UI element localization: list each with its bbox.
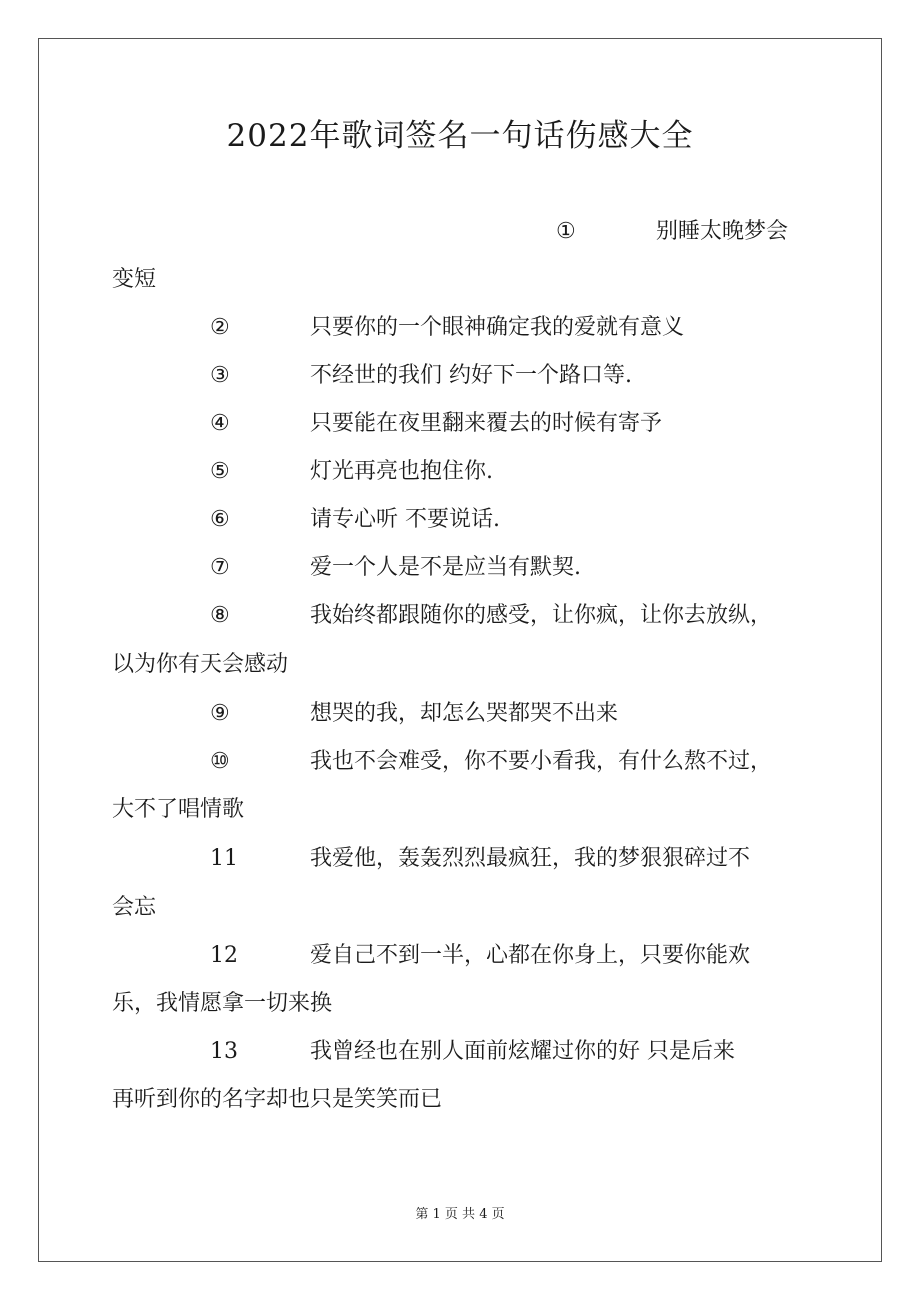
item-text: 我爱他，轰轰烈烈最疯狂，我的梦狠狠碎过不	[310, 846, 751, 871]
item-text: 灯光再亮也抱住你.	[310, 459, 493, 484]
item-text: 想哭的我，却怎么哭都哭不出来	[310, 701, 619, 726]
item-number: 11	[210, 846, 238, 871]
item-number: ⑤	[210, 459, 230, 484]
item-text: 不经世的我们 约好下一个路口等.	[310, 363, 632, 388]
item-text: 请专心听 不要说话.	[310, 507, 500, 532]
item-text: 我曾经也在别人面前炫耀过你的好 只是后来	[310, 1039, 735, 1064]
item-number: ⑨	[210, 701, 230, 726]
item-text: 只要你的一个眼神确定我的爱就有意义	[310, 315, 685, 340]
item-text-continuation: 以为你有天会感动	[112, 652, 289, 677]
item-text-continuation: 再听到你的名字却也只是笑笑而已	[112, 1087, 443, 1112]
item-text-continuation: 乐，我情愿拿一切来换	[112, 991, 333, 1016]
document-title: 2022年歌词签名一句话伤感大全	[226, 118, 694, 154]
item-text: 爱自己不到一半，心都在你身上，只要你能欢	[310, 943, 751, 968]
item-text: 我始终都跟随你的感受，让你疯，让你去放纵，	[310, 603, 773, 628]
item-number: ⑦	[210, 555, 230, 580]
item-text-continuation: 大不了唱情歌	[112, 797, 245, 822]
item-text-continuation: 会忘	[112, 895, 157, 920]
item-number: 12	[210, 943, 238, 968]
item-number: 13	[210, 1039, 238, 1064]
item-number: ④	[210, 411, 230, 436]
item-number: ⑩	[210, 749, 230, 774]
item-number: ②	[210, 315, 230, 340]
item-text: 爱一个人是不是应当有默契.	[310, 555, 581, 580]
page-footer: 第 1 页 共 4 页	[415, 1207, 505, 1222]
item-text: 只要能在夜里翻来覆去的时候有寄予	[310, 411, 663, 436]
item-number: ①	[556, 219, 576, 244]
item-number: ⑧	[210, 603, 230, 628]
item-number: ③	[210, 363, 230, 388]
item-text-continuation: 变短	[112, 267, 157, 292]
item-text: 别睡太晚梦会	[656, 219, 789, 244]
item-text: 我也不会难受，你不要小看我，有什么熬不过，	[310, 749, 773, 774]
item-number: ⑥	[210, 507, 230, 532]
